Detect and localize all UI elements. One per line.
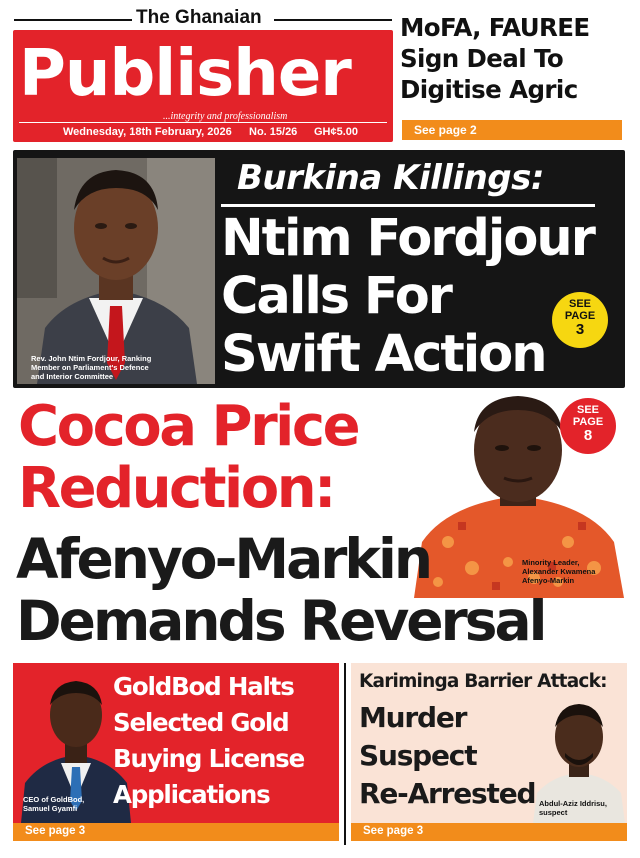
badge-line: 8 <box>583 427 593 444</box>
goldbod-headline-line: GoldBod Halts <box>113 672 294 701</box>
mofa-see-page[interactable]: See page 2 <box>402 120 622 140</box>
goldbod-see-page[interactable]: See page 3 <box>13 823 339 841</box>
kariminga-kicker: Kariminga Barrier Attack: <box>359 671 607 692</box>
burkina-kicker-rule <box>221 204 595 207</box>
cocoa-story[interactable] <box>0 392 640 660</box>
kariminga-headline-line: Suspect <box>359 739 477 772</box>
masthead-rule-right <box>274 19 392 21</box>
mofa-headline-line: MoFA, FAUREE <box>400 13 590 42</box>
badge-line: PAGE <box>564 310 596 322</box>
abdul-aziz-caption <box>539 799 627 817</box>
burkina-story[interactable] <box>13 150 625 388</box>
mofa-story[interactable] <box>400 12 628 140</box>
caption-line: Afenyo-Markin <box>522 576 575 585</box>
ntim-fordjour-photo <box>17 158 215 384</box>
burkina-headline-line: Calls For <box>221 267 451 326</box>
cocoa-kicker-line: Cocoa Price <box>18 394 359 459</box>
masthead-tagline: ...integrity and professionalism <box>163 111 288 122</box>
masthead-title[interactable]: Publisher <box>19 37 351 111</box>
goldbod-headline-line: Buying License <box>113 744 304 773</box>
kariminga-see-page[interactable]: See page 3 <box>351 823 627 841</box>
caption-line: Rev. John Ntim Fordjour, Ranking <box>31 354 152 363</box>
bottom-column-divider <box>344 663 346 845</box>
burkina-headline <box>221 210 594 384</box>
issue-price: GH¢5.00 <box>314 126 359 138</box>
caption-line: Samuel Gyamfi <box>23 804 78 813</box>
goldbod-story[interactable] <box>13 663 339 845</box>
cocoa-kicker-line: Reduction: <box>18 456 334 521</box>
issue-date: Wednesday, 18th February, 2026 <box>63 126 232 138</box>
masthead-rule-left <box>14 19 132 21</box>
badge-line: SEE <box>568 298 591 310</box>
cocoa-kicker <box>18 396 358 520</box>
cocoa-headline-line: Afenyo-Markin <box>16 527 430 591</box>
caption-line: Member on Parliament's Defence <box>31 363 149 372</box>
masthead-kicker: The Ghanaian <box>136 7 262 28</box>
goldbod-headline <box>113 669 304 813</box>
burkina-headline-line: Ntim Fordjour <box>221 209 594 268</box>
caption-line: Alexander Kwamena <box>522 567 596 576</box>
caption-line: Minority Leader, <box>522 558 580 567</box>
masthead-banner <box>13 30 393 142</box>
badge-line: 3 <box>575 321 585 338</box>
badge-line: SEE <box>576 404 599 416</box>
cocoa-see-page-badge[interactable] <box>560 398 616 454</box>
caption-line: suspect <box>539 808 568 817</box>
kariminga-headline <box>359 699 535 813</box>
portrait-illustration <box>17 158 215 384</box>
badge-line: PAGE <box>572 416 604 428</box>
ntim-fordjour-caption <box>31 354 211 381</box>
kariminga-headline-line: Murder <box>359 701 467 734</box>
caption-line: Abdul-Aziz Iddrisu, <box>539 799 607 808</box>
burkina-kicker: Burkina Killings: <box>237 158 544 198</box>
masthead-info-rule <box>19 122 387 123</box>
burkina-headline-line: Swift Action <box>221 325 546 384</box>
cocoa-headline-line: Demands Reversal <box>16 589 545 653</box>
mofa-headline <box>400 12 628 105</box>
kariminga-story[interactable] <box>351 663 627 845</box>
cocoa-headline <box>16 528 544 652</box>
mofa-headline-line: Sign Deal To <box>400 44 564 73</box>
goldbod-headline-line: Selected Gold <box>113 708 289 737</box>
samuel-gyamfi-caption <box>23 795 123 813</box>
kariminga-headline-line: Re-Arrested <box>359 777 536 810</box>
burkina-see-page-badge[interactable] <box>552 292 608 348</box>
mofa-headline-line: Digitise Agric <box>400 75 578 104</box>
caption-line: CEO of GoldBod, <box>23 795 85 804</box>
caption-line: and Interior Committee <box>31 372 114 381</box>
goldbod-headline-line: Applications <box>113 780 270 809</box>
issue-number: No. 15/26 <box>249 126 298 138</box>
